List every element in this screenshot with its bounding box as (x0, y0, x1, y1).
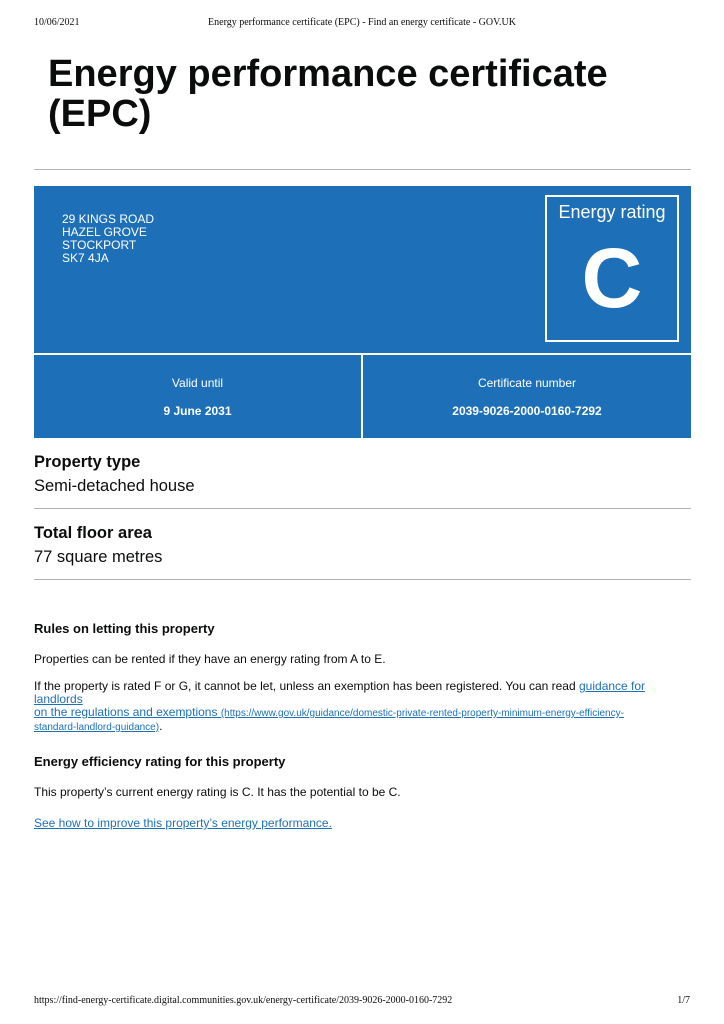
landlord-guidance-url-line-2: standard-landlord-guidance) (34, 722, 160, 733)
letting-rules-heading: Rules on letting this property (34, 621, 215, 636)
page-title: Energy performance certificate (EPC) (48, 53, 608, 135)
energy-rating-letter: C (581, 231, 643, 325)
property-address (62, 213, 154, 265)
print-page-title: Energy performance certificate (EPC) - Find an energy certificate - GOV.UK (208, 17, 516, 28)
certificate-number-cell (363, 355, 691, 438)
improve-performance-link[interactable]: See how to improve this property’s energy performance. (34, 816, 332, 830)
valid-until-label: Valid until (171, 376, 224, 390)
property-type-heading: Property type (34, 453, 141, 471)
letting-rules-paragraph-1: Properties can be rented if they have an energy rating from A to E. (34, 652, 386, 666)
print-header (34, 17, 690, 31)
energy-rating-box (545, 195, 679, 342)
epc-summary-panel (34, 186, 691, 438)
improve-performance-paragraph (34, 817, 694, 830)
floor-area-heading: Total floor area (34, 524, 152, 542)
letting-rules-text: If the property is rated F or G, it cannot be let, unless an exemption has been registered. You can read (34, 679, 579, 693)
certificate-number-label: Certificate number (477, 376, 577, 390)
print-page-number: 1/7 (677, 995, 690, 1006)
landlord-guidance-url-line-1: (https://www.gov.uk/guidance/domestic-private-rented-property-minimum-energy-efficiency- (220, 708, 624, 719)
paragraph-period: . (159, 719, 163, 733)
valid-until-cell (34, 355, 361, 438)
landlord-guidance-link-line-1: guidance for landlords (34, 679, 646, 706)
letting-rules-paragraph-2 (34, 680, 694, 734)
efficiency-text: This property’s current energy rating is C. It has the potential to be C. (34, 785, 401, 799)
address-postcode: SK7 4JA (62, 251, 109, 265)
landlord-guidance-link-line-2: on the regulations and exemptions (34, 705, 218, 719)
address-line-2: HAZEL GROVE (62, 225, 147, 239)
divider (34, 508, 691, 509)
address-line-1: 29 KINGS ROAD (62, 212, 155, 226)
print-url: https://find-energy-certificate.digital.communities.gov.uk/energy-certificate/2039-9026-2000-0160-7292 (34, 995, 453, 1006)
certificate-number-value: 2039-9026-2000-0160-7292 (452, 404, 602, 418)
print-footer (34, 995, 690, 1009)
valid-until-value: 9 June 2031 (163, 404, 232, 418)
energy-rating-label: Energy rating (558, 202, 666, 222)
floor-area-value: 77 square metres (34, 548, 163, 566)
divider (34, 169, 691, 170)
print-date: 10/06/2021 (34, 17, 80, 28)
property-type-value: Semi-detached house (34, 477, 195, 495)
divider (34, 579, 691, 580)
address-line-3: STOCKPORT (62, 238, 137, 252)
efficiency-heading: Energy efficiency rating for this property (34, 754, 286, 769)
